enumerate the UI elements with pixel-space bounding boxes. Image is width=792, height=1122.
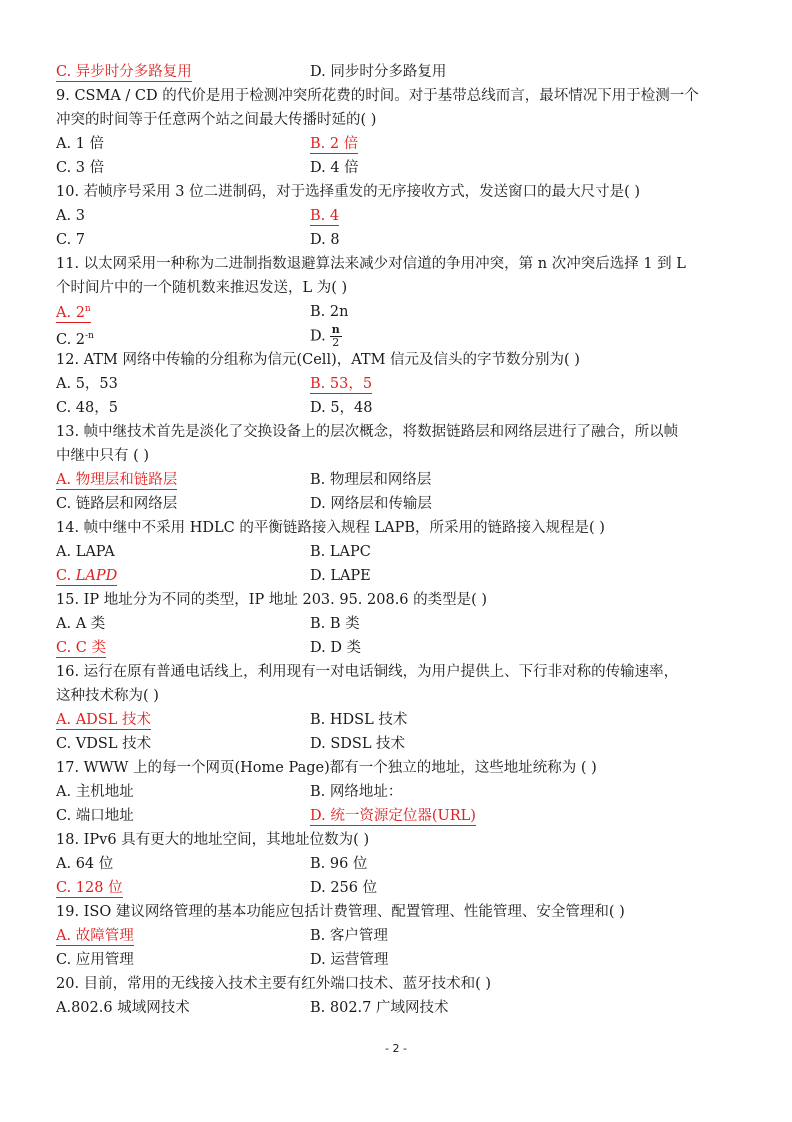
option-right (310, 876, 377, 900)
options-row (56, 876, 746, 900)
correct-answer: A. 2$^n$ (56, 300, 91, 323)
option-text: C. $2^{-n}$ (56, 331, 94, 348)
option-text: B. 802.7 广域网技术 (310, 1000, 449, 1016)
option-right (310, 300, 348, 324)
option-left (56, 492, 177, 516)
option-right (310, 156, 359, 180)
question-line (56, 828, 746, 852)
question-text: 10. 若帧序号采用 3 位二进制码，对于选择重发的无序接收方式，发送窗口的最大尺寸是( ) (56, 184, 641, 200)
option-text: A. A 类 (56, 616, 106, 632)
exponent: n (84, 304, 91, 314)
option-right (310, 492, 432, 516)
option-text: B. 物理层和网络层 (310, 472, 432, 488)
option-text: D. (310, 328, 326, 345)
question-line (56, 684, 746, 708)
option-text: D. 运营管理 (310, 952, 389, 968)
option-text: A. 主机地址 (56, 784, 134, 800)
option-left (56, 60, 192, 84)
option-right (310, 924, 388, 948)
option-left (56, 924, 134, 948)
option-right (310, 372, 372, 396)
exam-page (56, 60, 746, 1020)
correct-answer: A. 故障管理 (56, 928, 134, 944)
option-text: C. 3 倍 (56, 160, 105, 176)
option-left (56, 204, 85, 228)
option-left (56, 948, 134, 972)
option-left (56, 156, 104, 180)
correct-answer: B. 53，5 (310, 376, 373, 392)
options-row (56, 492, 746, 516)
option-left (56, 996, 190, 1020)
options-row (56, 204, 746, 228)
option-text: D. 5，48 (310, 400, 373, 416)
option-right (310, 396, 373, 420)
options-row (56, 852, 746, 876)
option-right (310, 132, 358, 156)
question-text: 14. 帧中继中不采用 HDLC 的平衡链路接入规程 LAPB，所采用的链路接入规程是( ) (56, 520, 605, 536)
question-line (56, 348, 746, 372)
option-right (310, 468, 431, 492)
question-line (56, 252, 746, 276)
question-text: 20. 目前，常用的无线接入技术主要有红外端口技术、蓝牙技术和( ) (56, 976, 492, 992)
options-row (56, 732, 746, 756)
option-right (310, 780, 402, 804)
option-right (310, 612, 360, 636)
option-text: B. 2n (310, 304, 349, 320)
correct-answer: B. 2 倍 (310, 136, 359, 152)
option-left (56, 540, 115, 564)
option-text: B. 客户管理 (310, 928, 388, 944)
question-text: 9. CSMA / CD 的代价是用于检测冲突所花费的时间。对于基带总线而言，最坏情况下用于检测一个 (56, 88, 699, 104)
option-text: D. 4 倍 (310, 160, 359, 176)
correct-answer: A. ADSL 技术 (56, 712, 151, 728)
option-left (56, 780, 134, 804)
option-text: D. SDSL 技术 (310, 736, 406, 752)
option-right (310, 948, 388, 972)
question-line (56, 420, 746, 444)
option-right (310, 804, 476, 828)
option-text: C. 端口地址 (56, 808, 134, 824)
options-row (56, 780, 746, 804)
question-line (56, 756, 746, 780)
exponent: -n (85, 331, 94, 341)
options-row (56, 636, 746, 660)
option-text: A. 1 倍 (56, 136, 105, 152)
option-text: D. LAPE (310, 568, 371, 584)
option-left (56, 708, 151, 732)
option-left (56, 876, 123, 900)
option-left (56, 372, 118, 396)
question-text: 冲突的时间等于任意两个站之间最大传播时延的( ) (56, 112, 377, 128)
options-row (56, 396, 746, 420)
question-text: 12. ATM 网络中传输的分组称为信元(Cell)，ATM 信元及信头的字节数分别为( ) (56, 352, 580, 368)
option-text: C. 应用管理 (56, 952, 134, 968)
option-text: A. LAPA (56, 544, 115, 560)
options-row (56, 564, 746, 588)
question-text: 个时间片中的一个随机数来推迟发送，L 为( ) (56, 280, 348, 296)
option-right (310, 996, 449, 1020)
option-right (310, 708, 407, 732)
option-right (310, 324, 342, 349)
option-left (56, 396, 118, 420)
options-row (56, 540, 746, 564)
correct-answer: C. 异步时分多路复用 (56, 64, 192, 80)
options-row (56, 468, 746, 492)
options-row (56, 996, 746, 1020)
question-text: 13. 帧中继技术首先是淡化了交换设备上的层次概念，将数据链路层和网络层进行了融合，所以帧 (56, 424, 679, 440)
question-line (56, 516, 746, 540)
option-text: B. LAPC (310, 544, 371, 560)
option-text: A.802.6 城域网技术 (56, 1000, 190, 1016)
option-text: C. 链路层和网络层 (56, 496, 178, 512)
correct-answer: B. 4 (310, 208, 340, 224)
option-text: C. 7 (56, 232, 86, 248)
option-left (56, 564, 117, 588)
option-text: C. 48，5 (56, 400, 118, 416)
option-text: B. 96 位 (310, 856, 368, 872)
correct-answer: C. C 类 (56, 640, 106, 656)
option-left (56, 636, 106, 660)
option-right (310, 228, 340, 252)
options-row (56, 948, 746, 972)
question-line (56, 660, 746, 684)
question-text: 18. IPv6 具有更大的地址空间，其地址位数为( ) (56, 832, 370, 848)
option-right (310, 204, 339, 228)
option-text: A. 5，53 (56, 376, 118, 392)
option-right (310, 564, 371, 588)
option-text: D. 256 位 (310, 880, 378, 896)
options-row (56, 324, 746, 348)
option-text: B. 网络地址： (310, 784, 403, 800)
option-left (56, 228, 85, 252)
fraction-denominator: 2 (332, 336, 340, 349)
option-left (56, 852, 113, 876)
options-row (56, 132, 746, 156)
question-line (56, 108, 746, 132)
option-right (310, 852, 367, 876)
question-line (56, 444, 746, 468)
options-row (56, 228, 746, 252)
correct-answer: C. 128 位 (56, 880, 123, 896)
option-text: B. HDSL 技术 (310, 712, 408, 728)
option-text: D. 网络层和传输层 (310, 496, 432, 512)
option-left (56, 612, 105, 636)
page-number: - 2 - (385, 1042, 407, 1055)
question-line (56, 276, 746, 300)
option-text: A. 3 (56, 208, 85, 224)
correct-answer: D. 统一资源定位器(URL) (310, 808, 476, 824)
options-row (56, 804, 746, 828)
fraction-numerator: n (331, 323, 340, 336)
question-text: 这种技术称为( ) (56, 688, 159, 704)
question-text: 15. IP 地址分为不同的类型，IP 地址 203. 95. 208.6 的类型是( ) (56, 592, 488, 608)
option-left (56, 804, 134, 828)
options-row (56, 708, 746, 732)
option-left (56, 300, 91, 325)
question-line (56, 180, 746, 204)
question-text: 16. 运行在原有普通电话线上，利用现有一对电话铜线，为用户提供上、下行非对称的传输速率， (56, 664, 679, 680)
options-row (56, 60, 746, 84)
option-text: D. 同步时分多路复用 (310, 64, 447, 80)
fraction (330, 324, 342, 349)
question-line (56, 588, 746, 612)
option-right (310, 636, 361, 660)
correct-answer: A. 物理层和链路层 (56, 472, 178, 488)
options-row (56, 156, 746, 180)
options-row (56, 924, 746, 948)
correct-answer: C. LAPD (56, 568, 118, 584)
option-text: D. 8 (310, 232, 340, 248)
question-text: 17. WWW 上的每一个网页(Home Page)都有一个独立的地址，这些地址统称为 ( ) (56, 760, 597, 776)
options-row (56, 612, 746, 636)
question-line (56, 900, 746, 924)
question-text: 19. ISO 建议网络管理的基本功能应包括计费管理、配置管理、性能管理、安全管理和( ) (56, 904, 625, 920)
question-line (56, 972, 746, 996)
option-right (310, 540, 371, 564)
option-right (310, 60, 446, 84)
options-row (56, 372, 746, 396)
option-left (56, 732, 151, 756)
option-left (56, 132, 104, 156)
option-text: B. B 类 (310, 616, 360, 632)
option-text: D. D 类 (310, 640, 362, 656)
question-text: 中继中只有 ( ) (56, 448, 150, 464)
question-text: 11. 以太网采用一种称为二进制指数退避算法来减少对信道的争用冲突，第 n 次冲突后选择 1 到 L (56, 256, 686, 272)
question-line (56, 84, 746, 108)
option-right (310, 732, 405, 756)
option-text: A. 64 位 (56, 856, 114, 872)
option-left (56, 468, 177, 492)
options-row (56, 300, 746, 324)
option-text: C. VDSL 技术 (56, 736, 152, 752)
